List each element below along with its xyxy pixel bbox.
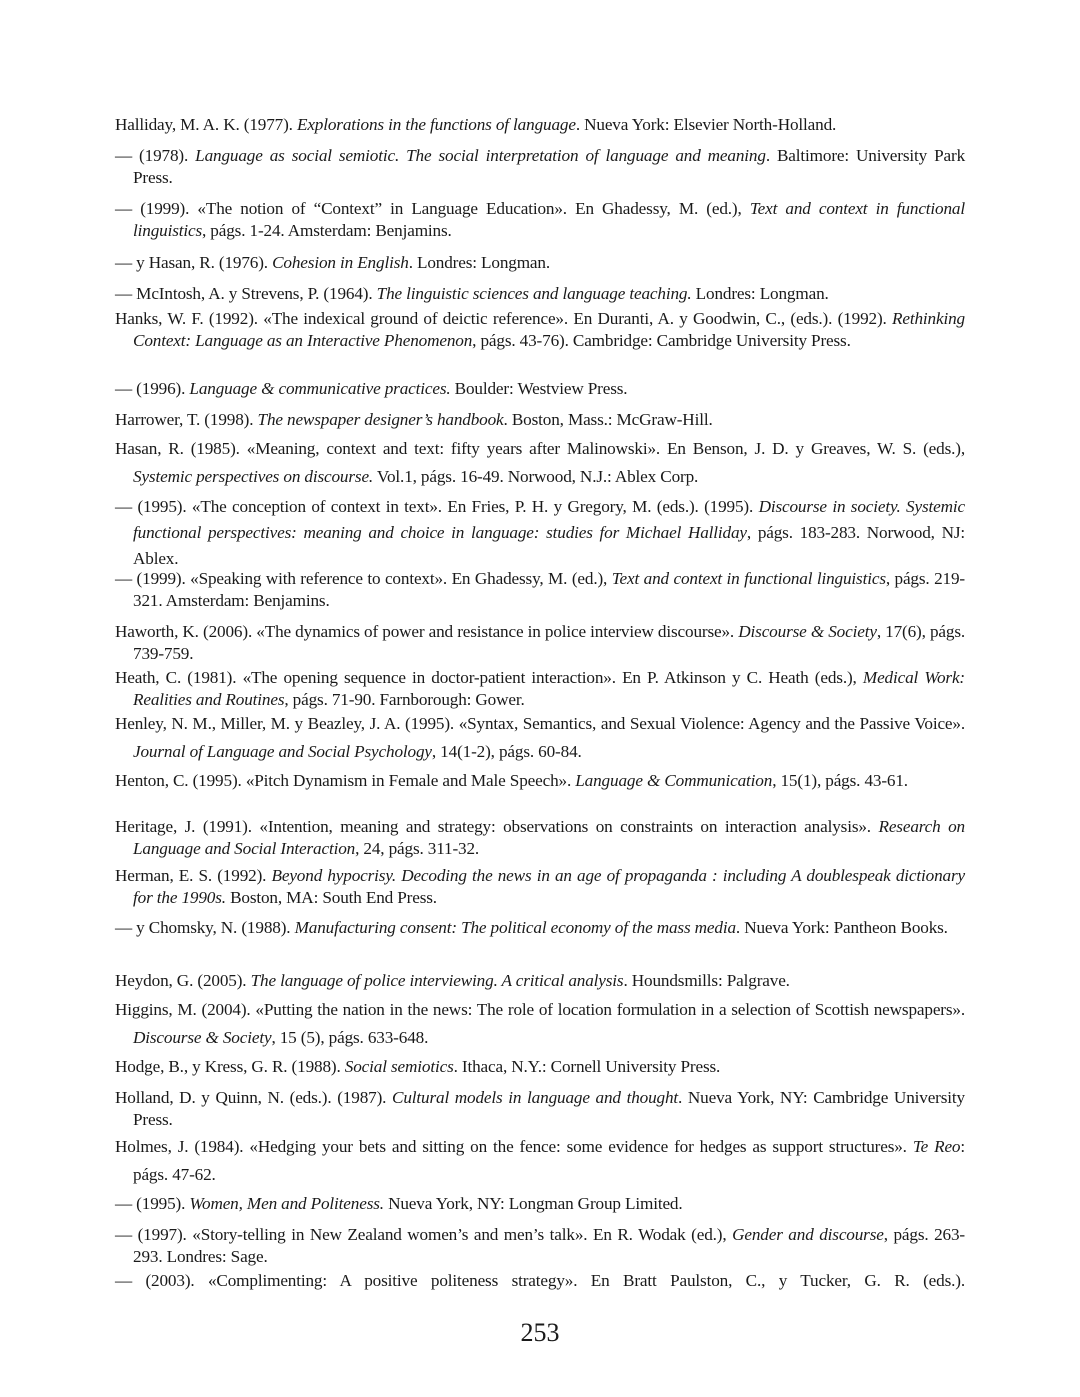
- reference-text: — (1995).: [115, 1194, 190, 1213]
- reference-text: . Baltimore: University Park Press.: [133, 146, 966, 187]
- reference-text: . Boston, Mass.: McGraw-Hill.: [503, 410, 713, 429]
- reference-text: , 15 (5), págs. 633-648.: [271, 1028, 429, 1047]
- reference-text: Holland, D. y Quinn, N. (eds.). (1987).: [115, 1088, 393, 1107]
- reference-entry: [115, 435, 965, 491]
- reference-entry: [115, 252, 965, 274]
- reference-text: Vol.1, págs. 16-49. Norwood, N.J.: Ablex Corp.: [373, 467, 699, 486]
- reference-text: . Nueva York: Elsevier North-Holland.: [575, 115, 837, 134]
- reference-text: Harrower, T. (1998).: [115, 410, 258, 429]
- reference-text: Henton, C. (1995). «Pitch Dynamism in Female and Male Speech».: [115, 771, 576, 790]
- reference-entry: [115, 378, 965, 400]
- reference-title-italic: Te Reo: [912, 1137, 961, 1156]
- reference-text: — McIntosh, A. y Strevens, P. (1964).: [115, 284, 377, 303]
- reference-entry: [115, 1087, 965, 1131]
- reference-entry: [115, 114, 965, 136]
- reference-title-italic: Language & Communication: [575, 771, 773, 790]
- reference-entry: [115, 1224, 965, 1268]
- reference-entry: [115, 996, 965, 1052]
- reference-title-italic: Systemic perspectives on discourse.: [133, 467, 374, 486]
- reference-title-italic: Manufacturing consent: The political economy of the mass media: [294, 918, 736, 937]
- reference-title-italic: Rethinking Context: Language as an Interactive Phenomenon: [133, 309, 965, 350]
- reference-text: — (1995). «The conception of context in text». En Fries, P. H. y Gregory, M. (eds.). (1995).: [115, 497, 759, 516]
- reference-text: . Londres: Longman.: [408, 253, 550, 272]
- reference-text: Holmes, J. (1984). «Hedging your bets and sitting on the fence: some evidence for hedges as support structures».: [115, 1137, 913, 1156]
- reference-title-italic: Gender and discourse: [732, 1225, 884, 1244]
- reference-title-italic: Journal of Language and Social Psychology: [133, 742, 432, 761]
- reference-text: Heath, C. (1981). «The opening sequence in doctor-patient interaction». En P. Atkinson y C. Heath (eds.),: [115, 668, 863, 687]
- reference-text: Higgins, M. (2004). «Putting the nation in the news: The role of location formulation in a selection of Scottish newspapers».: [115, 1000, 965, 1019]
- reference-title-italic: Discourse & Society: [738, 622, 877, 641]
- reference-entry: [115, 1133, 965, 1189]
- reference-text: , págs. 263-293. Londres: Sage.: [133, 1225, 965, 1266]
- reference-entry: [115, 1270, 965, 1292]
- reference-text: , págs. 219-321. Amsterdam: Benjamins.: [133, 569, 965, 610]
- page-number: 253: [520, 1318, 560, 1347]
- reference-entry: [115, 970, 965, 992]
- reference-text: — y Hasan, R. (1976).: [115, 253, 273, 272]
- reference-text: , 14(1-2), págs. 60-84.: [431, 742, 582, 761]
- reference-title-italic: Language as social semiotic. The social interpretation of language and meaning: [195, 146, 766, 165]
- reference-title-italic: Discourse in society. Systemic functional perspectives: meaning and choice in language: studies for Michael Halliday: [133, 497, 965, 542]
- reference-entry: [115, 710, 965, 766]
- reference-text: Henley, N. M., Miller, M. y Beazley, J. A. (1995). «Syntax, Semantics, and Sexual Violence: Agency and the Passive Voice».: [115, 714, 965, 733]
- reference-title-italic: Cohesion in English: [272, 253, 409, 272]
- reference-text: . Nueva York: Pantheon Books.: [735, 918, 948, 937]
- reference-title-italic: Social semiotics: [344, 1057, 454, 1076]
- reference-title-italic: The linguistic sciences and language teaching.: [376, 284, 692, 303]
- reference-text: — (1978).: [115, 146, 196, 165]
- reference-title-italic: Discourse & Society: [133, 1028, 272, 1047]
- reference-text: Hasan, R. (1985). «Meaning, context and text: fifty years after Malinowski». En Benson, J. D. y Greaves, W. S. (eds.),: [115, 439, 965, 458]
- reference-text: Londres: Longman.: [691, 284, 829, 303]
- reference-text: , págs. 43-76). Cambridge: Cambridge University Press.: [472, 331, 851, 350]
- reference-entry: [115, 145, 965, 189]
- reference-title-italic: Language & communicative practices.: [189, 379, 451, 398]
- reference-text: . Houndsmills: Palgrave.: [623, 971, 790, 990]
- reference-text: Hanks, W. F. (1992). «The indexical ground of deictic reference». En Duranti, A. y Goodwin, C., (eds.). (1992).: [115, 309, 893, 328]
- reference-text: — (1997). «Story-telling in New Zealand women’s and men’s talk». En R. Wodak (ed.),: [115, 1225, 733, 1244]
- reference-title-italic: Beyond hypocrisy. Decoding the news in an age of propaganda : including A doublespeak dictionary for the 1990s.: [133, 866, 966, 907]
- reference-entry: [115, 198, 965, 242]
- reference-text: Haworth, K. (2006). «The dynamics of power and resistance in police interview discourse».: [115, 622, 739, 641]
- reference-text: Boulder: Westview Press.: [450, 379, 628, 398]
- reference-entry: [115, 816, 965, 860]
- reference-entry: [115, 568, 965, 612]
- reference-title-italic: Text and context in functional linguistics: [133, 199, 965, 240]
- reference-text: . Nueva York, NY: Cambridge University Press.: [133, 1088, 965, 1129]
- reference-text: Hodge, B., y Kress, G. R. (1988).: [115, 1057, 345, 1076]
- reference-text: Halliday, M. A. K. (1977).: [115, 115, 297, 134]
- reference-title-italic: The language of police interviewing. A critical analysis: [250, 971, 624, 990]
- reference-title-italic: Research on Language and Social Interaction: [133, 817, 965, 858]
- reference-entry: [115, 770, 965, 792]
- reference-text: Boston, MA: South End Press.: [225, 888, 437, 907]
- reference-entry: [115, 1193, 965, 1215]
- reference-entry: [115, 667, 965, 711]
- reference-text: , 15(1), págs. 43-61.: [772, 771, 908, 790]
- reference-text: , 24, págs. 311-32.: [355, 839, 480, 858]
- reference-title-italic: Text and context in functional linguistics: [611, 569, 886, 588]
- reference-title-italic: Explorations in the functions of language: [296, 115, 576, 134]
- reference-text: , págs. 183-283. Norwood, NJ: Ablex.: [133, 523, 965, 568]
- reference-entry: [115, 621, 965, 665]
- reference-text: — (1999). «Speaking with reference to context». En Ghadessy, M. (ed.),: [115, 569, 612, 588]
- reference-text: — (2003). «Complimenting: A positive politeness strategy». En Bratt Paulston, C., y Tucker, G. R. (eds.).: [115, 1271, 965, 1290]
- reference-text: — (1996).: [115, 379, 190, 398]
- reference-text: , 17(6), págs. 739-759.: [133, 622, 966, 663]
- reference-entry: [115, 283, 965, 305]
- reference-text: Nueva York, NY: Longman Group Limited.: [383, 1194, 683, 1213]
- reference-text: Heritage, J. (1991). «Intention, meaning and strategy: observations on constraints on interaction analysis».: [115, 817, 879, 836]
- reference-text: , págs. 1-24. Amsterdam: Benjamins.: [202, 221, 452, 240]
- reference-entry: [115, 494, 965, 572]
- reference-entry: [115, 865, 965, 909]
- reference-entry: [115, 409, 965, 431]
- reference-entry: [115, 917, 965, 939]
- reference-entry: [115, 1056, 965, 1078]
- reference-title-italic: Women, Men and Politeness.: [189, 1194, 384, 1213]
- reference-title-italic: Cultural models in language and thought: [392, 1088, 679, 1107]
- reference-text: Herman, E. S. (1992).: [115, 866, 272, 885]
- reference-title-italic: The newspaper designer’s handbook: [257, 410, 504, 429]
- reference-text: — (1999). «The notion of “Context” in Language Education». En Ghadessy, M. (ed.),: [115, 199, 750, 218]
- reference-text: , págs. 71-90. Farnborough: Gower.: [284, 690, 525, 709]
- reference-text: Heydon, G. (2005).: [115, 971, 251, 990]
- reference-text: — y Chomsky, N. (1988).: [115, 918, 295, 937]
- reference-text: . Ithaca, N.Y.: Cornell University Press.: [453, 1057, 721, 1076]
- reference-entry: [115, 308, 965, 352]
- reference-text: : págs. 47-62.: [133, 1137, 966, 1184]
- reference-title-italic: Medical Work: Realities and Routines: [133, 668, 965, 709]
